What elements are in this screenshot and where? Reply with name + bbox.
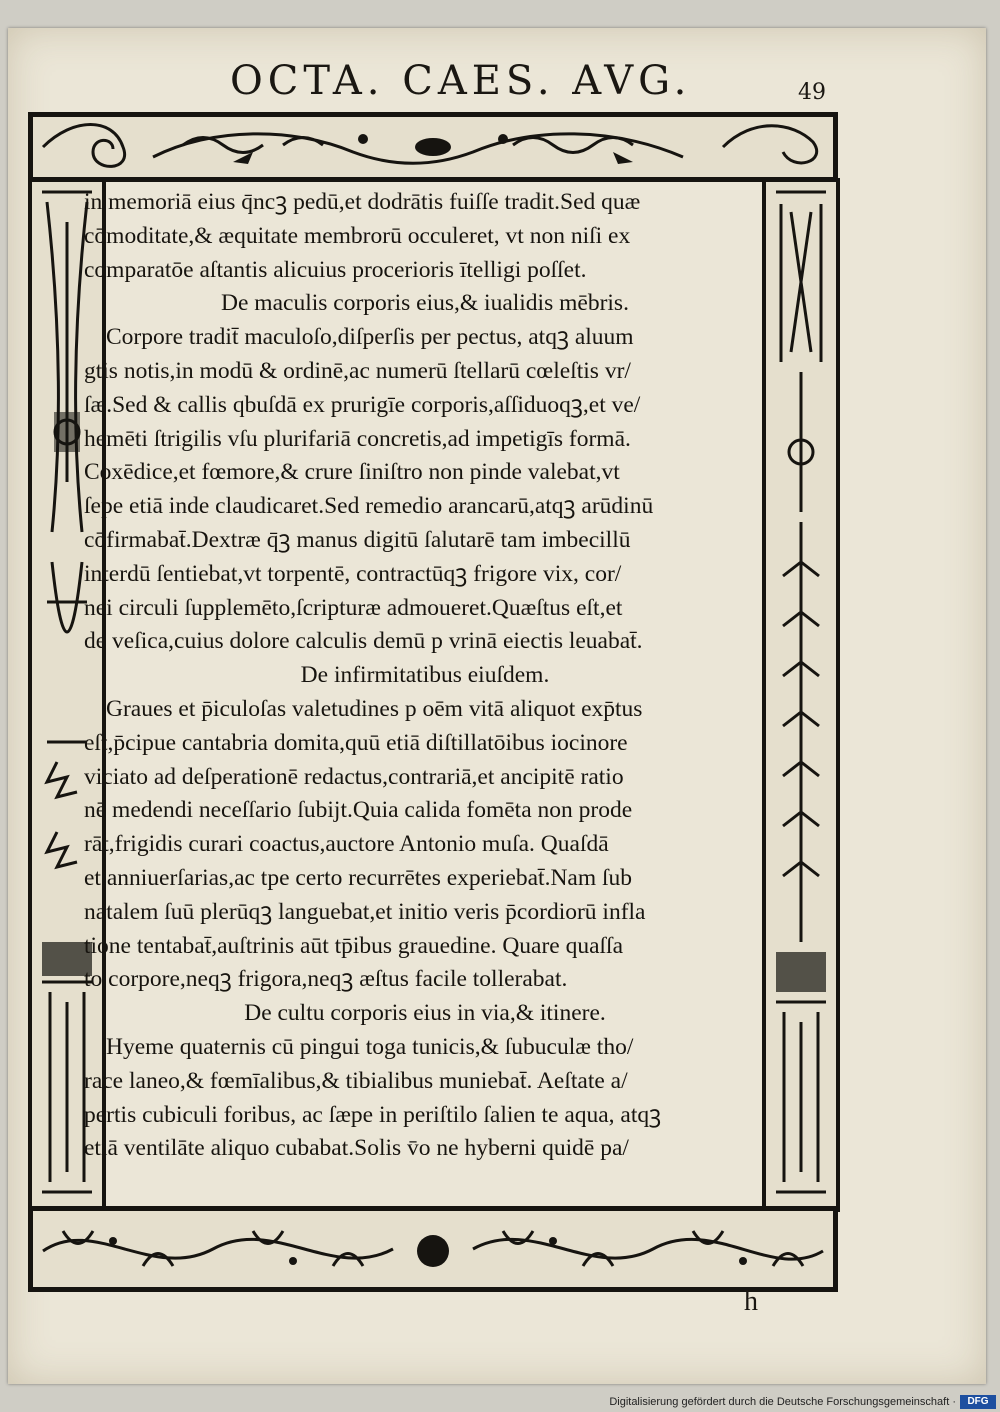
section-heading: De cultu corporis eius in via,& itinere. — [244, 1000, 606, 1027]
top-ornament-band — [28, 112, 838, 182]
text-line: hemēti ſtrigilis vſu plurifariā concretis,ad impetigīs formā. — [84, 425, 631, 452]
text-line: nē medendi neceſſario ſubijt.Quia calida fomēta non prode — [84, 797, 633, 824]
folio-number: 49 — [798, 80, 826, 105]
text-line: natalem ſuū plerūqꝫ languebat,et initio veris p̄cordiorū infla — [84, 898, 646, 925]
text-line: cōfirmabat̄.Dextræ q̄ꝫ manus digitū ſalutarē tam imbecillū — [84, 526, 631, 553]
body-text — [84, 186, 766, 1166]
section-heading: De infirmitatibus eiuſdem. — [300, 662, 550, 689]
section-heading: De maculis corporis eius,& iualidis mēbris. — [221, 290, 629, 317]
text-line: gtis notis,in modū & ordinē,ac numerū ſtellarū cœleſtis vr/ — [84, 357, 631, 384]
text-line: interdū ſentiebat,vt torpentē, contractūqꝫ frigore vix, cor/ — [84, 560, 622, 587]
text-line: race laneo,& fœmīalibus,& tibialibus muniebat̄. Aeſtate a/ — [84, 1067, 628, 1094]
column-ornament-icon — [766, 182, 836, 1208]
dfg-logo: DFG — [960, 1395, 996, 1409]
digitization-credit: Digitalisierung gefördert durch die Deutsche Forschungsgemeinschaft · — [609, 1396, 956, 1408]
right-pillar-ornament — [762, 178, 840, 1212]
text-line: cōmoditate,& æquitate membrorū occuleret, vt non niſi ex — [84, 222, 631, 249]
text-line: tione tentabat̄,auſtrinis aūt tp̄ibus grauedine. Quare quaſſa — [84, 932, 624, 959]
scroll-ornament-icon — [33, 117, 833, 177]
text-line: eſt,p̄cipue cantabria domita,quū etiā diſtillatōibus iocinore — [84, 729, 628, 756]
running-head: OCTA. CAES. AVG. — [230, 58, 692, 104]
text-line: Hyeme quaternis cū pingui toga tunicis,& ſubuculæ tho/ — [106, 1033, 634, 1060]
text-line: comparatōe aſtantis alicuius procerioris ītelligi poſſet. — [84, 256, 587, 283]
text-line: in memoriā eius q̄ncꝫ pedū,et dodrātis fuiſſe tradit.Sed quæ — [84, 189, 641, 215]
text-line: pertis cubiculi foribus, ac ſæpe in periſtilo ſalien te aqua, atqꝫ — [84, 1101, 662, 1128]
text-line: viciato ad deſperationē redactus,contrariā,et ancipitē ratio — [84, 763, 624, 790]
text-line: Corpore tradit̄ maculoſo,diſperſis per pectus, atqꝫ aluum — [106, 324, 634, 351]
text-line: etiā ventilāte aliquo cubabat.Solis v̄o ne hyberni quidē pa/ — [84, 1135, 629, 1162]
text-line: to corpore,neqꝫ frigora,neqꝫ æſtus facile tollerabat. — [84, 966, 568, 993]
text-line: nei circuli ſupplemēto,ſcripturæ admoueret.Quæſtus eſt,et — [84, 594, 623, 621]
text-line: de veſica,cuius dolore calculis demū p vrinā eiectis leuabat̄. — [84, 628, 643, 655]
foliage-ornament-icon — [33, 1211, 833, 1287]
text-line: Graues et p̄iculoſas valetudines p oēm vitā aliquot exp̄tus — [106, 695, 643, 722]
signature-mark: h — [744, 1286, 758, 1317]
bottom-ornament-band — [28, 1206, 838, 1292]
text-line: et anniuerſarias,ac tpe certo recurrētes experiebat̄.Nam ſub — [84, 864, 633, 891]
text-line: ſæ.Sed & callis qbuſdā ex prurigīe corporis,aſſiduoqꝫ,et ve/ — [84, 391, 641, 418]
text-line: Coxēdice,et fœmore,& crure ſiniſtro non pinde valebat,vt — [84, 459, 620, 486]
text-line: rāt,frigidis curari coactus,auctore Antonio muſa. Quaſdā — [84, 831, 609, 858]
text-line: ſepe etiā inde claudicaret.Sed remedio arancarū,atqꝫ arūdinū — [84, 493, 654, 520]
